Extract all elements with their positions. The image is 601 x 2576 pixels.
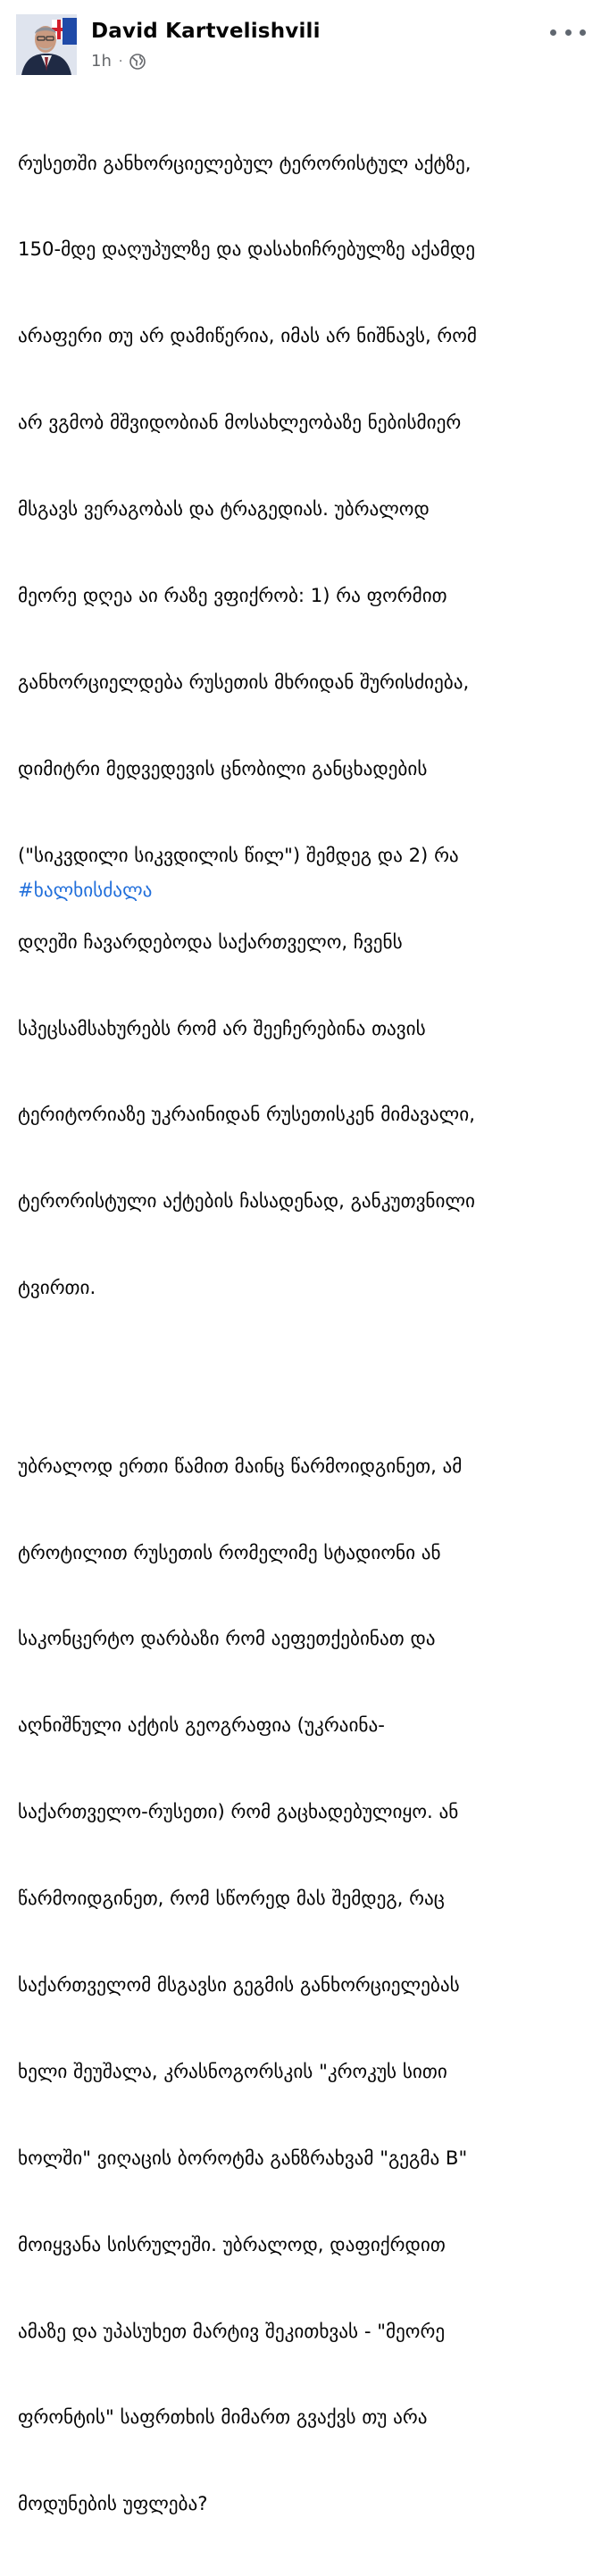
hashtag-link[interactable]: #ხალხისძალა — [18, 879, 153, 901]
text-line: ხოლში" ვიღაცის ბოროტმა განზრახვამ "გეგმა B" — [18, 2146, 468, 2169]
text-line: მოიყვანა სისრულეში. უბრალოდ, დაფიქრდით — [18, 2232, 446, 2255]
avatar[interactable] — [16, 14, 77, 75]
text-line: ტერორისტული აქტების ჩასადენად, განკუთვნილი — [18, 1189, 475, 1213]
text-line: საქართველომ მსგავსი გეგმის განხორციელებას — [18, 1973, 460, 1996]
more-options-icon[interactable] — [550, 23, 586, 41]
text-line: წარმოიდგინეთ, რომ სწორედ მას შემდეგ, რაც — [18, 1887, 445, 1910]
text-line: მეორე დღეა აი რაზე ვფიქრობ: 1) რა ფორმით — [18, 584, 447, 607]
author-name[interactable]: David Kartvelishvili — [91, 20, 321, 43]
text-line: დიმიტრი მედვედევის ცნობილი განცხადების — [18, 756, 428, 779]
text-line: საკონცერტო დარბაზი რომ აეფეთქებინათ და — [18, 1627, 436, 1650]
text-line: ტვირთი. — [18, 1276, 96, 1299]
text-line: ("სიკვდილი სიკვდილის წილ") შემდეგ და 2) რა — [18, 843, 459, 866]
post-paragraph — [18, 91, 589, 1360]
text-line: საქართველო-რუსეთი) რომ გაცხადებულიყო. ან — [18, 1800, 459, 1823]
globe-icon[interactable] — [129, 54, 146, 70]
meta-separator: · — [118, 54, 123, 69]
text-line: განხორციელდება რუსეთის მხრიდან შურისძიება, — [18, 670, 470, 693]
text-line: რუსეთში განხორციელებულ ტერორისტულ აქტზე, — [18, 151, 472, 174]
text-line: ტროტილით რუსეთის რომელიმე სტადიონი ან — [18, 1540, 441, 1563]
post-body — [18, 91, 589, 2576]
text-line: ფრონტის" საფრთხის მიმართ გვაქვს თუ არა — [18, 2405, 428, 2429]
text-line: 150-მდე დაღუპულზე და დასახიჩრებულზე აქამდე — [18, 238, 475, 261]
text-line: დღეში ჩავარდებოდა საქართველო, ჩვენს — [18, 930, 403, 953]
post-meta — [91, 52, 146, 71]
text-line: მსგავს ვერაგობას და ტრაგედიას. უბრალოდ — [18, 497, 430, 521]
text-line: ხელი შეუშალა, კრასნოგორსკის "კროკუს სითი — [18, 2059, 447, 2082]
text-line: ამაზე და უპასუხეთ მარტივ შეკითხვას - "მეორე — [18, 2319, 446, 2342]
text-line: არ ვგმობ მშვიდობიან მოსახლეობაზე ნებისმიერ — [18, 411, 462, 434]
text-line: ტერიტორიაზე უკრაინიდან რუსეთისკენ მიმავალი, — [18, 1103, 475, 1126]
text-line: მოდუნების უფლება? — [18, 2492, 208, 2515]
more-dot — [580, 29, 586, 36]
paragraph-gap — [18, 1360, 589, 1394]
more-dot — [565, 29, 572, 36]
text-line: უბრალოდ ერთი წამით მაინც წარმოიდგინეთ, ამ — [18, 1454, 463, 1477]
post-header — [0, 0, 601, 89]
post-time[interactable]: 1h — [91, 52, 112, 71]
text-line: არაფერი თუ არ დამიწერია, იმას არ ნიშნავს, რომ — [18, 324, 478, 347]
post-paragraph — [18, 1394, 589, 2576]
more-dot — [550, 29, 556, 36]
text-line: აღნიშნული აქტის გეოგრაფია (უკრაინა- — [18, 1713, 385, 1737]
text-line: სპეცსამსახურებს რომ არ შეეჩერებინა თავის — [18, 1016, 426, 1039]
